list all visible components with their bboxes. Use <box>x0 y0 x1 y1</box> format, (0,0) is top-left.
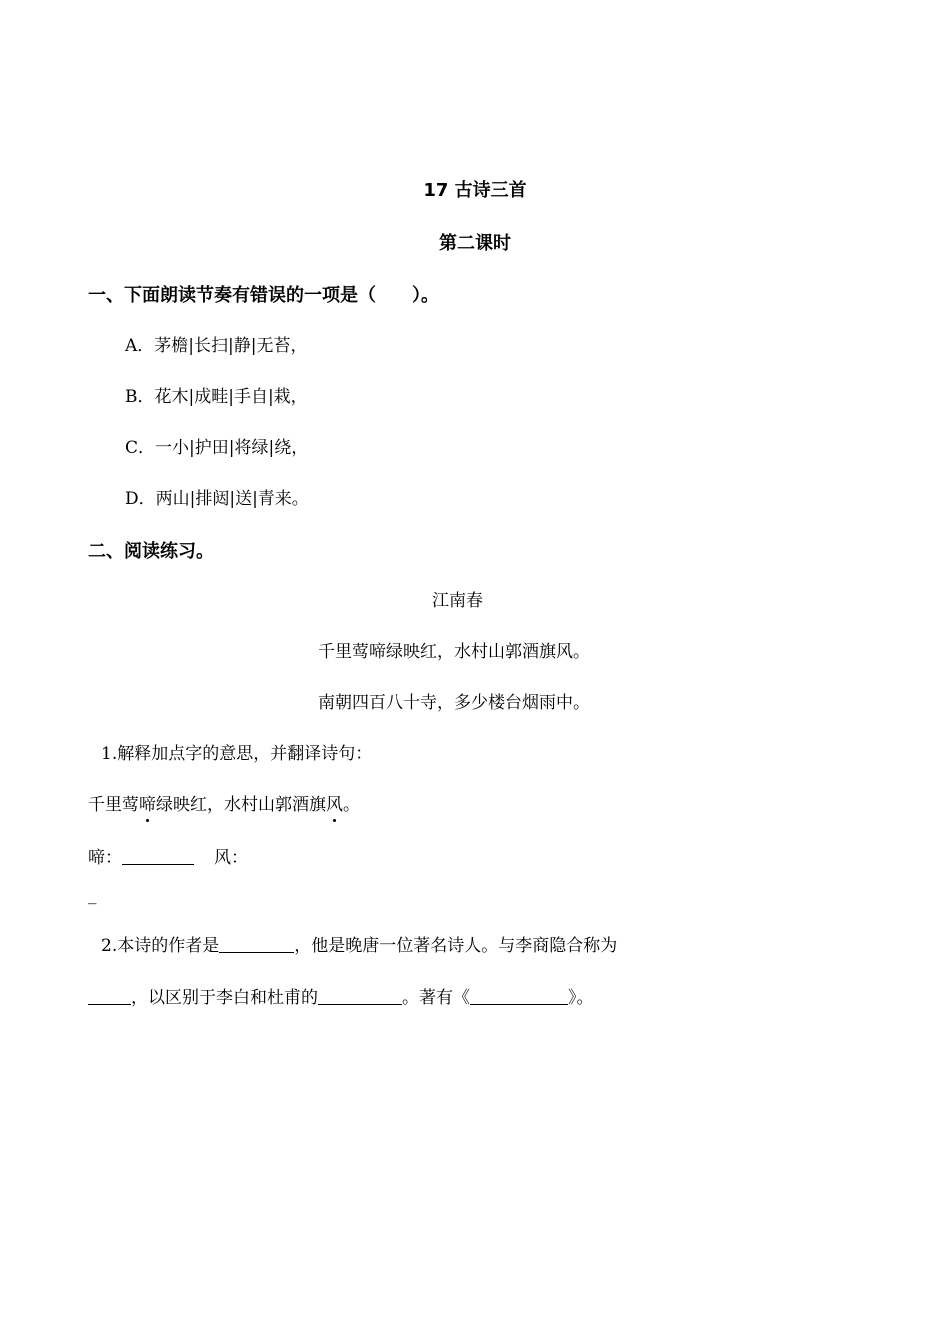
label-feng: 风： <box>214 848 248 868</box>
poem-line-2: 南朝四百八十寺，多少楼台烟雨中。 <box>318 693 590 713</box>
poem-line-1: 千里莺啼绿映红，水村山郭酒旗风。 <box>318 642 590 662</box>
poem-title: 江南春 <box>432 591 483 611</box>
label-ti: 啼： <box>88 848 122 868</box>
sub-question-1-prompt: 1.解释加点字的意思，并翻译诗句： <box>101 744 373 764</box>
option-c: C．一小|护田|将绿|绕， <box>125 438 309 458</box>
answer-blank-title[interactable] <box>318 986 402 1005</box>
question-2-heading: 二、阅读练习。 <box>88 541 214 562</box>
option-d: D．两山|排闼|送|青来。 <box>125 489 309 509</box>
answer-blank-author[interactable] <box>219 934 294 953</box>
sub-question-2-line-2: ，以区别于李白和杜甫的 。著有《 》。 <box>88 983 594 1008</box>
option-b: B．花木|成畦|手自|栽， <box>125 387 308 407</box>
sub-question-2-line-1: 2.本诗的作者是 ，他是晚唐一位著名诗人。与李商隐合称为 <box>101 936 618 956</box>
answer-blank-ti[interactable] <box>122 846 194 865</box>
option-a: A．茅檐|长扫|静|无苔， <box>125 336 308 356</box>
answer-blank-book[interactable] <box>470 986 568 1005</box>
question-1-heading: 一、下面朗读节奏有错误的一项是（ ）。 <box>88 285 439 306</box>
stray-underscore: _ <box>88 885 97 905</box>
lesson-subtitle: 第二课时 <box>439 233 511 254</box>
poem-line-annotated: 千里莺啼绿映红，水村山郭酒旗风。 <box>88 790 360 815</box>
page-title: 17 古诗三首 <box>423 180 527 201</box>
answer-row-1 <box>88 843 248 868</box>
dotted-char-2: 风 <box>326 790 343 815</box>
answer-blank-alias[interactable] <box>88 986 131 1005</box>
dotted-char-1: 啼 <box>139 790 156 815</box>
